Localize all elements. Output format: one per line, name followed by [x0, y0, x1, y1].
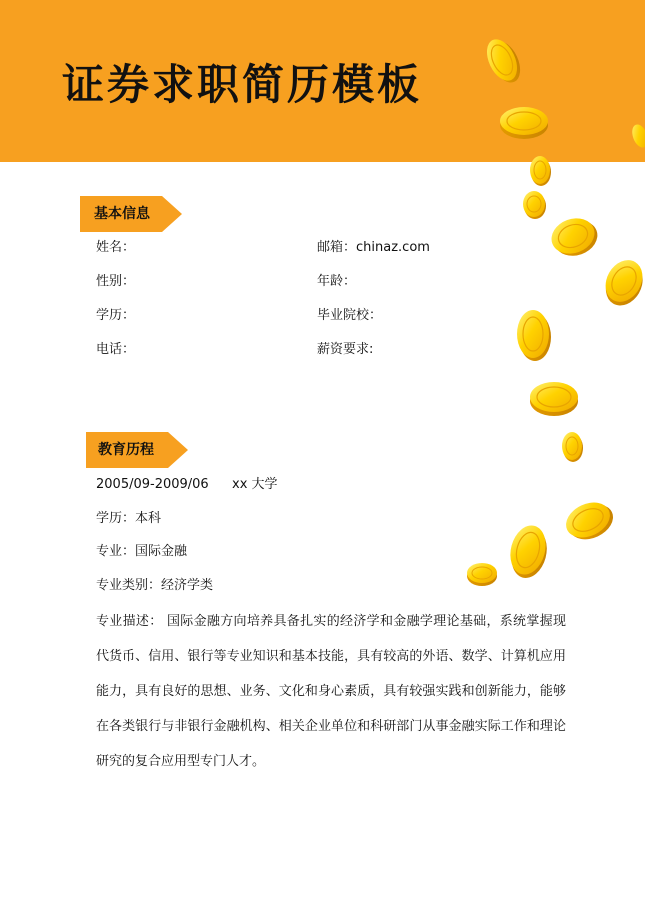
education-degree: 学历：本科: [96, 511, 162, 526]
section-tag-basic-info: [80, 196, 182, 232]
field-salary: [317, 341, 373, 359]
field-education: [96, 307, 135, 325]
field-phone-label: 电话：: [96, 342, 136, 357]
field-gender-label: 性别：: [96, 274, 136, 289]
education-school: xx 大学: [232, 477, 278, 492]
gold-coin-icon: [562, 432, 583, 462]
education-period: 2005/09-2009/06: [96, 477, 209, 492]
field-phone: [96, 341, 135, 359]
gold-coin-icon: [517, 310, 551, 361]
education-description: 专业描述： 国际金融方向培养具备扎实的经济学和金融学理论基础，系统掌握现代货币、信用、银行等专业知识和基本技能，具有较高的外语、数学、计算机应用能力，具有良好的思想、业务、文化和身心素质，具有较强实践和创新能力，能够在各类银行与非银行金融机构、相关企业单位和科研部门从事金融实际工作和理论研究的复合应用型专门人才。: [96, 614, 566, 769]
education-major: 专业：国际金融: [96, 544, 188, 559]
field-age: [317, 273, 356, 291]
field-education-label: 学历：: [96, 308, 136, 323]
field-email-value: chinaz.com: [356, 240, 430, 255]
section-title-basic-info: 基本信息: [94, 206, 150, 222]
gold-coin-icon: [597, 253, 645, 312]
gold-coin-icon: [467, 563, 497, 586]
field-gender: [96, 273, 135, 291]
field-age-label: 年龄：: [317, 274, 357, 289]
section-title-education: 教育历程: [98, 442, 154, 458]
gold-coin-icon: [523, 191, 546, 219]
gold-coin-icon: [530, 382, 578, 416]
field-email: [317, 239, 430, 257]
education-category: 专业类别：经济学类: [96, 578, 214, 593]
gold-coin-icon: [547, 212, 603, 263]
field-name: [96, 239, 135, 257]
page-title: 证券求职简历模板: [62, 60, 423, 109]
field-email-label: 邮箱：: [317, 240, 357, 255]
gold-coin-icon: [504, 521, 552, 582]
field-school-label: 毕业院校：: [317, 308, 383, 323]
section-tag-education: [86, 432, 188, 468]
field-school: [317, 307, 382, 325]
field-salary-label: 薪资要求:: [317, 342, 374, 357]
field-name-label: 姓名：: [96, 240, 136, 255]
gold-coin-icon: [560, 495, 618, 547]
